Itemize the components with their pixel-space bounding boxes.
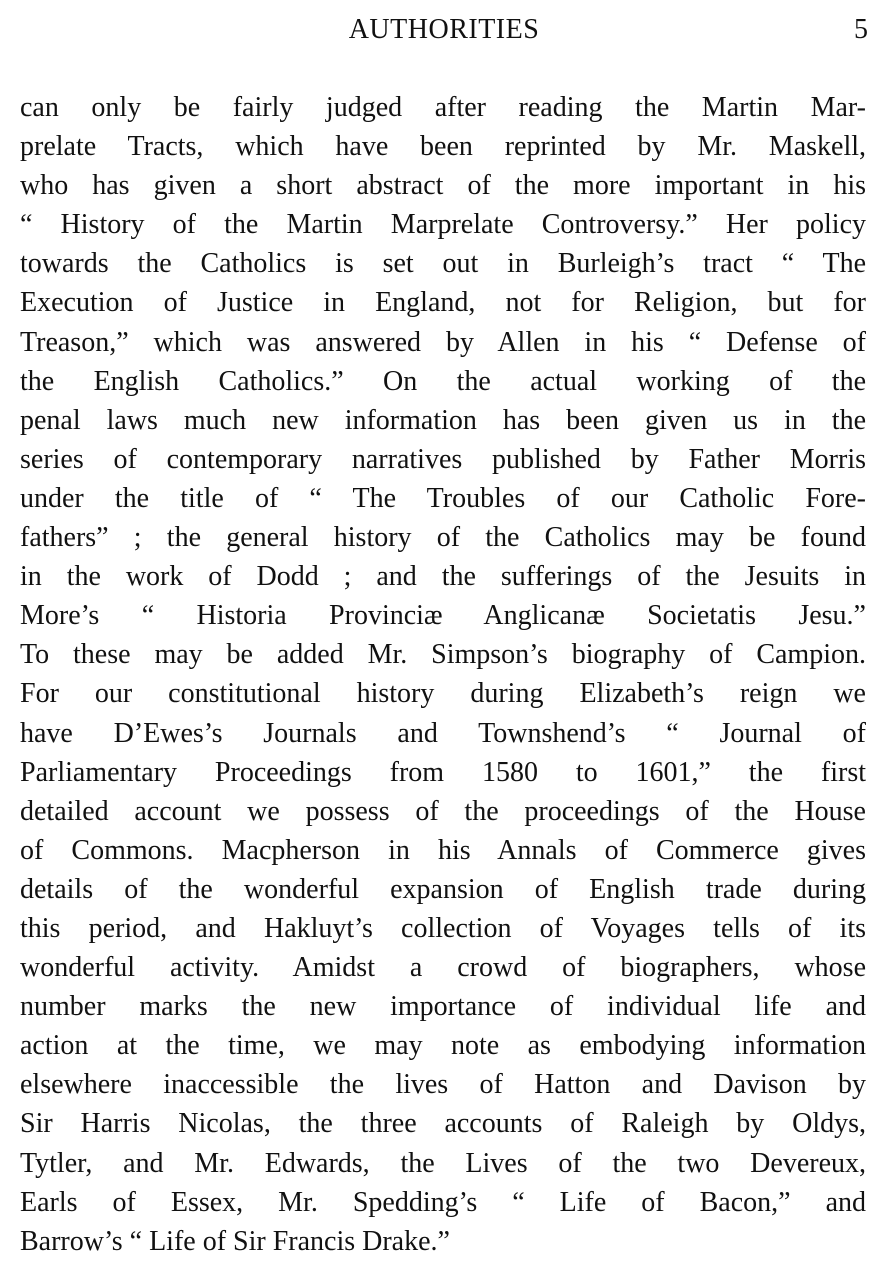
text-line: “ History of the Martin Marprelate Controversy.” Her policy [20,209,866,241]
text-line: have D’Ewes’s Journals and Townshend’s “ Journal of [20,717,866,749]
text-line: under the title of “ The Troubles of our Catholic Fore- [20,482,866,514]
text-line: the English Catholics.” On the actual working of the [20,365,866,397]
text-line: Treason,” which was answered by Allen in his “ Defense of [20,326,866,358]
text-line: To these may be added Mr. Simpson’s biography of Campion. [20,639,866,671]
text-line: in the work of Dodd ; and the sufferings of the Jesuits in [20,561,866,593]
text-line: action at the time, we may note as embodying information [20,1030,866,1062]
body-paragraph [20,88,866,1261]
text-line: Tytler, and Mr. Edwards, the Lives of the two Devereux, [20,1147,866,1179]
running-header [20,14,868,54]
text-line: prelate Tracts, which have been reprinted by Mr. Maskell, [20,131,866,163]
text-line: number marks the new importance of individual life and [20,991,866,1023]
text-line: details of the wonderful expansion of English trade during [20,873,866,905]
text-line: towards the Catholics is set out in Burleigh’s tract “ The [20,248,866,280]
text-line: can only be fairly judged after reading the Martin Mar- [20,92,866,123]
text-line: fathers” ; the general history of the Catholics may be found [20,522,866,554]
text-line: detailed account we possess of the proceedings of the House [20,795,866,827]
text-line: Sir Harris Nicolas, the three accounts of Raleigh by Oldys, [20,1108,866,1140]
text-line: For our constitutional history during Elizabeth’s reign we [20,678,866,710]
text-line: who has given a short abstract of the more important in his [20,170,866,202]
text-line: of Commons. Macpherson in his Annals of Commerce gives [20,834,866,866]
text-line: Barrow’s “ Life of Sir Francis Drake.” [20,1225,450,1257]
text-line: series of contemporary narratives published by Father Morris [20,443,866,475]
page-number: 5 [854,14,868,45]
text-line: Earls of Essex, Mr. Spedding’s “ Life of Bacon,” and [20,1186,866,1218]
text-line: Execution of Justice in England, not for Religion, but for [20,287,866,319]
running-title: AUTHORITIES [348,14,540,45]
text-line: wonderful activity. Amidst a crowd of biographers, whose [20,952,866,984]
text-line: elsewhere inaccessible the lives of Hatton and Davison by [20,1069,866,1101]
text-line: More’s “ Historia Provinciæ Anglicanæ Societatis Jesu.” [20,600,866,632]
text-line: this period, and Hakluyt’s collection of Voyages tells of its [20,912,866,944]
text-line: Parliamentary Proceedings from 1580 to 1601,” the first [20,756,866,788]
text-line: penal laws much new information has been given us in the [20,404,866,436]
